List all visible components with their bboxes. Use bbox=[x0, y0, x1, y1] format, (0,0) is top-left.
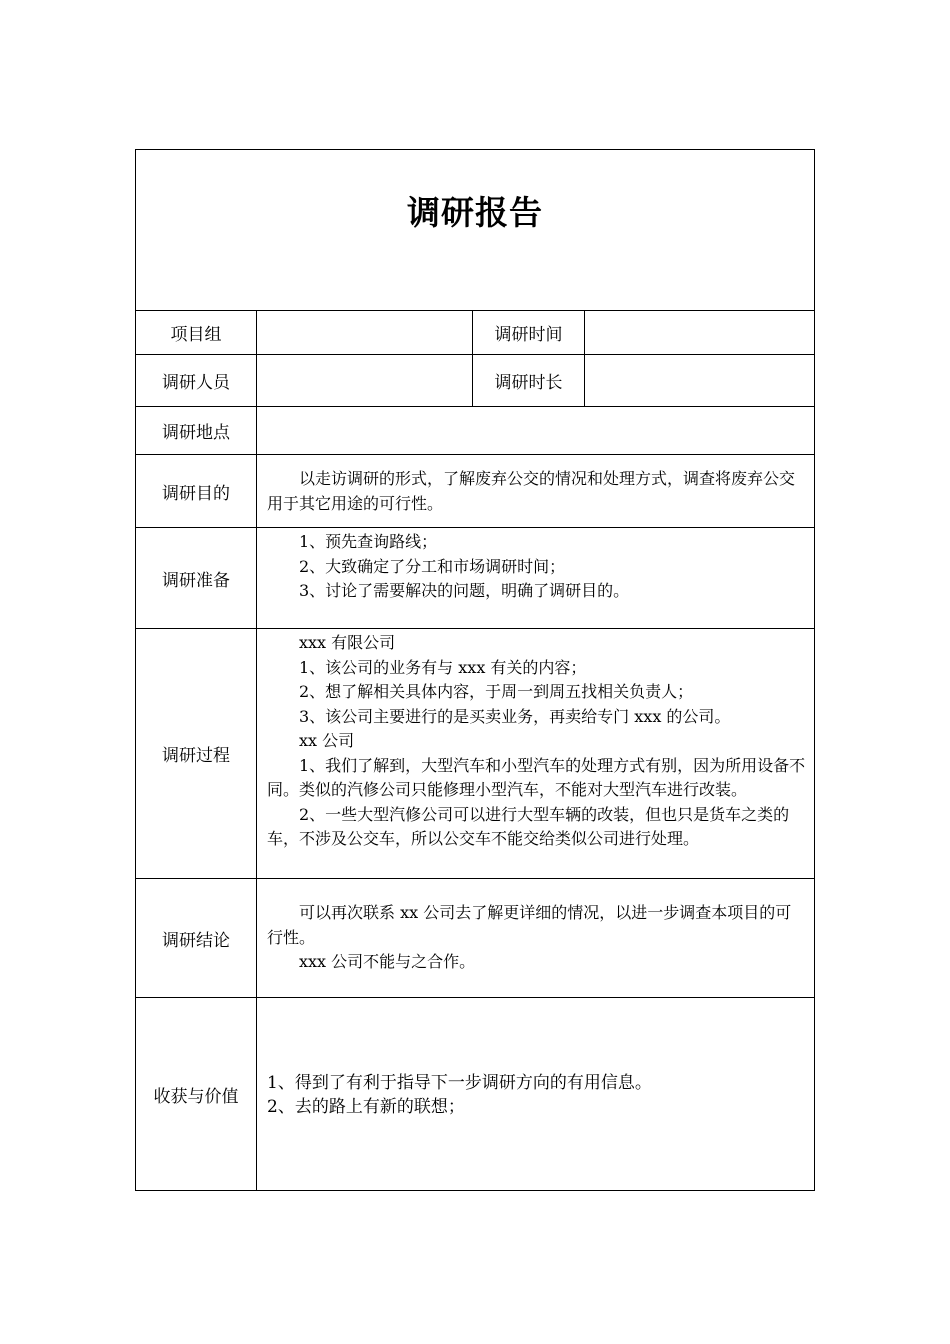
survey-time-label: 调研时间 bbox=[472, 311, 585, 354]
surveyors-value[interactable] bbox=[257, 355, 472, 406]
purpose-label: 调研目的 bbox=[136, 455, 257, 527]
purpose-row bbox=[136, 455, 814, 528]
surveyors-row bbox=[136, 355, 814, 407]
gains-item: 2、去的路上有新的联想； bbox=[267, 1097, 465, 1117]
preparation-item: 2、大致确定了分工和市场调研时间； bbox=[299, 556, 566, 576]
gains-label: 收获与价值 bbox=[136, 998, 257, 1190]
company1-item: 2、想了解相关具体内容，于周一到周五找相关负责人； bbox=[299, 682, 694, 701]
project-group-label: 项目组 bbox=[136, 311, 257, 354]
preparation-label: 调研准备 bbox=[136, 528, 257, 628]
preparation-list bbox=[257, 528, 814, 628]
company1-item: 3、该公司主要进行的是买卖业务，再卖给专门 xxx 的公司。 bbox=[299, 706, 731, 726]
preparation-row bbox=[136, 528, 814, 629]
project-group-value[interactable] bbox=[257, 311, 472, 354]
company2-item: 1、我们了解到，大型汽车和小型汽车的处理方式有别，因为所用设备不同。类似的汽修公司只能修理小型汽车，不能对大型汽车进行改装。 bbox=[267, 755, 806, 799]
survey-duration-label: 调研时长 bbox=[472, 355, 585, 406]
preparation-item: 3、讨论了需要解决的问题，明确了调研目的。 bbox=[299, 581, 630, 600]
process-row bbox=[136, 629, 814, 879]
location-label: 调研地点 bbox=[136, 407, 257, 454]
conclusion-paragraph: 可以再次联系 xx 公司去了解更详细的情况，以进一步调查本项目的可行性。 bbox=[267, 903, 792, 947]
preparation-item: 1、预先查询路线； bbox=[299, 532, 438, 551]
process-text-cell bbox=[257, 629, 814, 878]
project-row bbox=[136, 311, 814, 355]
conclusion-paragraph: xxx 公司不能与之合作。 bbox=[299, 952, 476, 971]
company1-name: xxx 有限公司 bbox=[299, 633, 396, 652]
surveyors-label: 调研人员 bbox=[136, 355, 257, 406]
report-table bbox=[135, 149, 815, 1191]
purpose-text-cell bbox=[257, 455, 814, 527]
gains-row bbox=[136, 998, 814, 1190]
company2-item: 2、一些大型汽修公司可以进行大型车辆的改装，但也只是货车之类的车，不涉及公交车，所以公交车不能交给类似公司进行处理。 bbox=[267, 804, 790, 848]
conclusion-row bbox=[136, 879, 814, 998]
document-title: 调研报告 bbox=[407, 193, 543, 232]
location-value[interactable] bbox=[257, 407, 814, 454]
gains-item: 1、得到了有利于指导下一步调研方向的有用信息。 bbox=[267, 1073, 652, 1093]
purpose-text: 以走访调研的形式，了解废弃公交的情况和处理方式，调查将废弃公交用于其它用途的可行性。 bbox=[267, 469, 796, 513]
title-row bbox=[136, 150, 814, 311]
survey-time-value[interactable] bbox=[585, 311, 814, 354]
process-label: 调研过程 bbox=[136, 629, 257, 878]
survey-duration-value[interactable] bbox=[585, 355, 814, 406]
location-row bbox=[136, 407, 814, 455]
conclusion-label: 调研结论 bbox=[136, 879, 257, 997]
conclusion-text-cell bbox=[257, 879, 814, 997]
company1-item: 1、该公司的业务有与 xxx 有关的内容； bbox=[299, 657, 587, 677]
gains-text-cell bbox=[257, 998, 814, 1190]
company2-name: xx 公司 bbox=[299, 731, 355, 750]
